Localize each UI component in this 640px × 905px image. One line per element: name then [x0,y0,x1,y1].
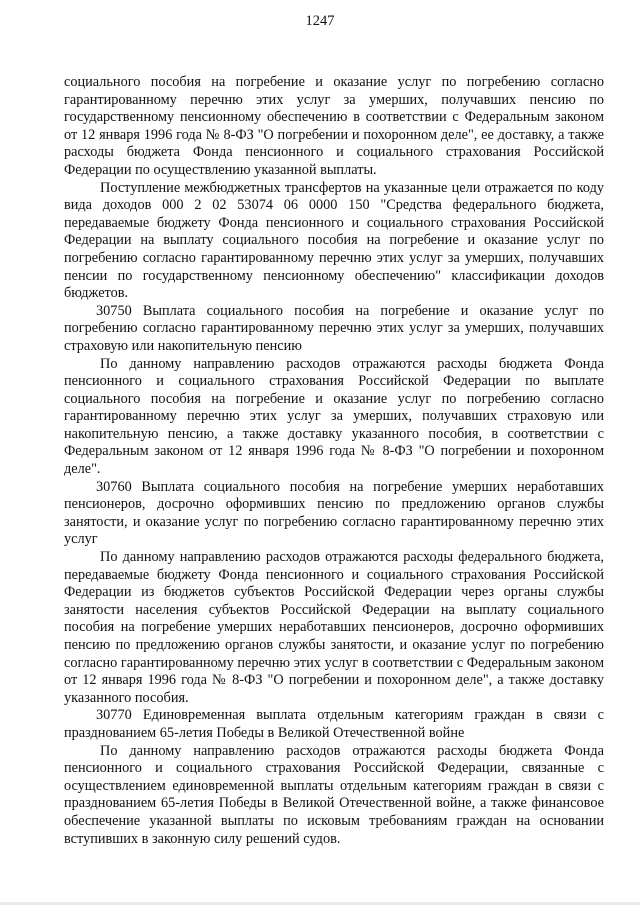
section-code: 30750 [96,302,132,319]
paragraph-30770-description: По данному направлению расходов отражаются расходы бюджета Фонда пенсионного и социального страхования Российской Федерации, связанные с осуществлением единовременной выплаты отдельным категориям граждан в связи с празднованием 65-летия Победы в Великой Отечественной войне, а также финансовое обеспечение указанной выплаты по исковым требованиям граждан на основании вступивших в законную силу решений судов. [64,742,604,847]
section-title: Выплата социального пособия на погребение умерших неработавших пенсионеров, досрочно оформивших пенсию по предложению органов службы занятости, и оказание услуг по погребению согласно гарантированному перечню этих услуг [64,478,604,548]
page-number: 1247 [305,13,335,29]
paragraph-continuation: социального пособия на погребение и оказание услуг по погребению согласно гарантированному перечню этих услуг за умерших, получавших пенсию по государственному пенсионному обеспечению в соответствии с Федеральным законом от 12 января 1996 года № 8-ФЗ "О погребении и похоронном деле", ее доставку, а также расходы бюджета Фонда пенсионного и социального страхования Российской Федерации по осуществлению указанной выплаты. [64,74,604,178]
section-heading-30760 [64,479,604,549]
paragraph-30760-description: По данному направлению расходов отражаются расходы федерального бюджета, передаваемые бюджету Фонда пенсионного и социального страхования Российской Федерации из бюджетов субъектов Российской Федерации через органы службы занятости населения субъектов Российской Федерации на выплату социального пособия на погребение умерших неработавших пенсионеров, досрочно оформивших пенсию по предложению органов службы занятости, и оказание услуг по погребению согласно гарантированному перечню этих услуг в соответствии с Федеральным законом от 12 января 1996 года № 8-ФЗ "О погребении и похоронном деле", а также доставку указанного пособия. [64,549,604,706]
section-code: 30760 [96,478,132,495]
section-title: Единовременная выплата отдельным категориям граждан в связи с празднованием 65-летия Победы в Великой Отечественной войне [64,707,604,741]
section-code: 30770 [96,707,132,724]
section-heading-30750 [64,303,604,356]
document-body [64,74,604,848]
paragraph-30750-description: По данному направлению расходов отражаются расходы бюджета Фонда пенсионного и социального страхования Российской Федерации по выплате социального пособия на погребение и оказание услуг по погребению согласно гарантированному перечню этих услуг за умерших, получавших страховую или накопительную пенсию, а также доставку указанного пособия, в соответствии с Федеральным законом от 12 января 1996 года № 8-ФЗ "О погребении и похоронном деле". [64,355,604,478]
section-heading-30770 [64,707,604,742]
paragraph-revenue-code: Поступление межбюджетных трансфертов на указанные цели отражается по коду вида доходов 000 2 02 53074 06 0000 150 "Средства федерального бюджета, передаваемые бюджету Фонда пенсионного и социального страхования Российской Федерации на выплату социального пособия на погребение и оказание услуг по погребению согласно гарантированному перечню этих услуг за умерших, получавших пенсии по государственному пенсионному обеспечению" классификации доходов бюджетов. [64,179,604,302]
section-title: Выплата социального пособия на погребение и оказание услуг по погребению согласно гарантированному перечню этих услуг за умерших, получавших страховую или накопительную пенсию [64,302,605,354]
